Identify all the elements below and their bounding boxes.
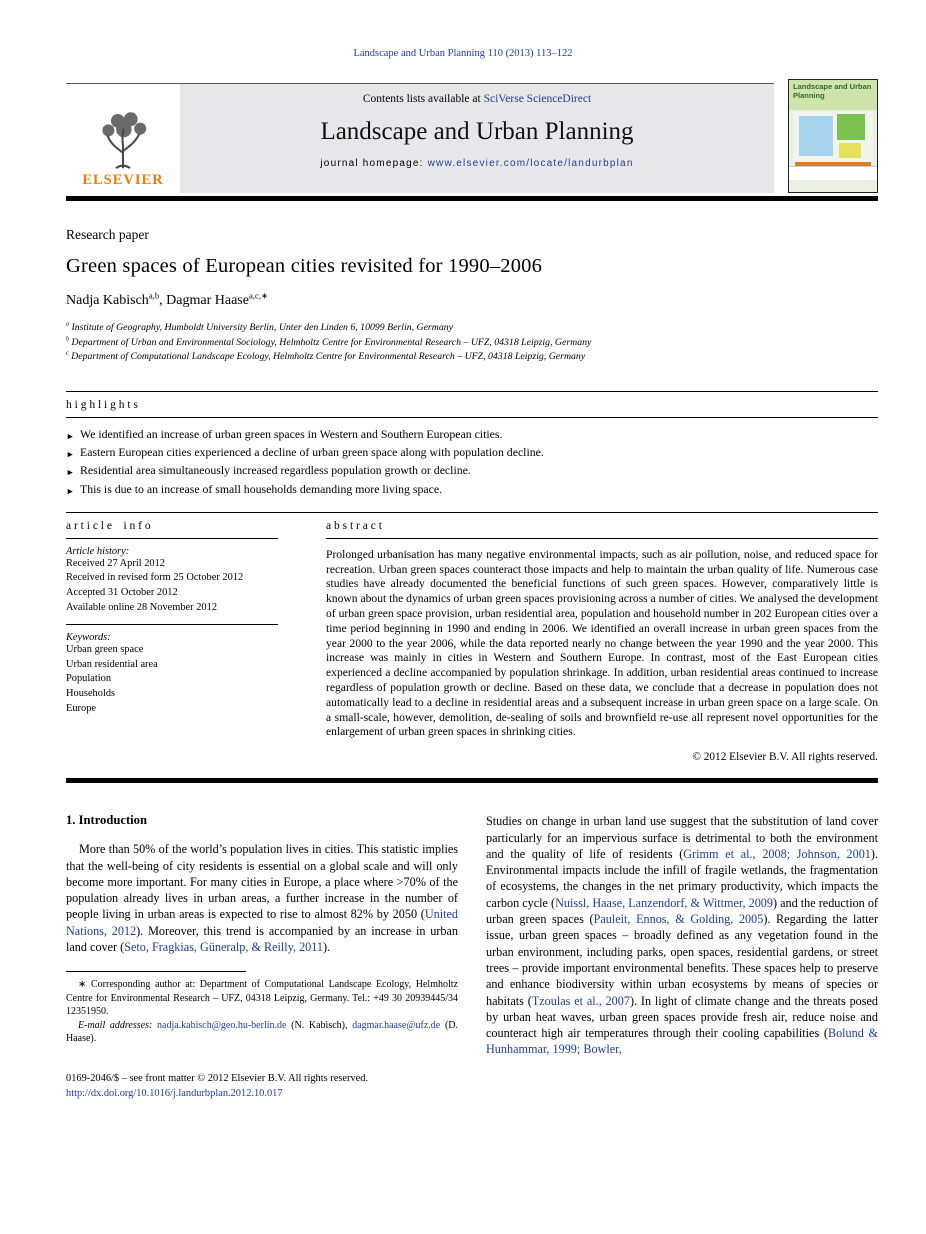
inline-link[interactable]: Bolund & Hunhammar, 1999; Bowler, [486, 1026, 878, 1057]
journal-title: Landscape and Urban Planning [320, 118, 634, 145]
article-history-label: Article history: [66, 545, 130, 557]
article-type-label: Research paper [66, 227, 149, 242]
contents-line [188, 93, 766, 105]
cover-title-panel [789, 80, 877, 110]
info-abstract-section [66, 513, 878, 763]
body-right-column [486, 813, 878, 1101]
journal-header-main [66, 83, 774, 193]
highlight-text: This is due to an increase of small households demanding more living space. [80, 481, 443, 496]
elsevier-tree-icon [95, 108, 151, 170]
cover-footer-strip [789, 166, 877, 180]
abstract-text: Prolonged urbanisation has many negative environmental impacts, such as air pollution, noise, and reduced space for recreation. Urban green spaces counteract those impacts and help to maintain the urban quality of life. Numerous case studies have already documented the beneficial functions of such green spaces. However, comparatively little is known about the dynamics of urban green spaces provisioning across a number of cities. We analysed the development of urban green space provision, urban residential area, population and household number in 202 European cities over a time period beginning in 1990 and ending in 2006. We identified an overall increase in urban green spaces from the year 2000 to the year 2006, while the data reported nearly no change between the year 1990 and the year 2000. This increase was mainly in cities in Western and Southern Europe. In contrast, most of the East European cities experienced a decline accompanied by population shrinkage. In addition, urban residential areas continued to increase regardless of population growth or decline. Based on these data, we conclude that a decrease in population does not automatically lead to a decline in residential areas and a subsequent increase in urban green space on a large scale. On a small-scale, however, demolition, de-sealing of soils and brownfield re-use all represent novel opportunities for the enlargement of urban green spaces in shrinking cities. [326, 547, 878, 739]
keyword-item: Households [66, 688, 116, 700]
history-item: Received 27 April 2012 [66, 557, 165, 569]
article-info-panel [66, 513, 278, 763]
highlight-text: Residential area simultaneously increased regardless population growth or decline. [80, 463, 471, 478]
keyword-item: Urban green space [66, 644, 144, 656]
keyword-item: Population [66, 673, 112, 685]
highlight-text: Eastern European cities experienced a decline of urban green space along with population decline. [80, 445, 544, 460]
highlights-list [66, 418, 878, 512]
elsevier-logo [66, 84, 180, 193]
article-footer [66, 1072, 458, 1102]
footnote-line: ∗ Corresponding author at: Department of Computational Landscape Ecology, Helmholtz Centre for Environmental Research – UFZ, 04318 Leipzig, Germany. Tel.: +49 30 20939445/34 12351950. [66, 979, 458, 1018]
journal-cover-thumbnail [788, 79, 878, 193]
keyword-item: Europe [66, 702, 97, 714]
inline-link[interactable]: Nuissl, Haase, Lanzendorf, & Wittmer, 2009 [555, 895, 773, 910]
sciverse-sciencedirect-link[interactable]: SciVerse ScienceDirect [483, 93, 592, 105]
inline-link[interactable]: Pauleit, Ennos, & Golding, 2005 [593, 912, 764, 927]
cover-art-orange-bar [795, 162, 871, 166]
inline-link[interactable]: Tzoulas et al., 2007 [531, 993, 630, 1008]
history-item: Accepted 31 October 2012 [66, 587, 178, 599]
abstract-divider-bar [66, 778, 878, 783]
inline-link[interactable]: Grimm et al., 2008; Johnson, 2001 [683, 846, 871, 861]
cover-art-block-green [837, 114, 865, 140]
keyword-item: Urban residential area [66, 658, 158, 670]
inline-link[interactable]: nadja.kabisch@geo.hu-berlin.de [157, 1019, 287, 1031]
body-paragraph: Studies on change in urban land use suggest that the substitution of land cover particularly for an impervious surface is detrimental to both the environment and the quality of life of residents (Grimm et al., 2008; Johnson, 2001). Environmental impacts include the infill of fragile wetlands, the fragmentation of ecosystems, the changes in the net primary productivity, which impacts the carbon cycle (Nuissl, Haase, Lanzendorf, & Wittmer, 2009) and the reduction of urban green spaces (Pauleit, Ennos, & Golding, 2005). Regarding the latter issue, urban green spaces – broadly defined as any vegetation found in the urban environment, including parks, open spaces, residential gardens, or street trees – provide important environmental benefits. These spaces help to preserve and enhance biodiversity within urban ecosystems by means of species or habitats (Tzoulas et al., 2007). In light of climate change and the threats posed by urban heat waves, urban green spaces provide fresh air, reduce noise and counteract high air temperatures through their cooling capabilities (Bolund & Hunhammar, 1999; Bowler, [486, 814, 879, 1057]
highlight-item [66, 481, 878, 499]
copyright-line: © 2012 Elsevier B.V. All rights reserved. [692, 751, 878, 764]
keywords-label: Keywords: [66, 632, 111, 644]
body-left-column [66, 813, 458, 1101]
article-body [66, 813, 878, 1101]
history-item: Received in revised form 25 October 2012 [66, 572, 244, 584]
section-heading-introduction: 1. Introduction [66, 813, 147, 828]
abstract-heading: a b s t r a c t [326, 519, 382, 532]
corresponding-author-footnote [66, 971, 458, 1046]
abstract-panel [326, 513, 878, 763]
elsevier-wordmark: ELSEVIER [82, 172, 164, 188]
journal-header [66, 83, 878, 193]
cover-art-block-yellow [839, 143, 861, 158]
affiliation-c: $^c$ Department of Computational Landscape Ecology, Helmholtz Centre for Environmental Research – UFZ, 04318 Leipzig, Germany [66, 351, 586, 363]
affiliation-b: $^b$ Department of Urban and Environmental Sociology, Helmholtz Centre for Environmental Research – UFZ, 04318 Leipzig, Germany [66, 336, 592, 348]
journal-citation-link[interactable]: Landscape and Urban Planning 110 (2013) 113–122 [353, 48, 573, 59]
history-item: Available online 28 November 2012 [66, 601, 218, 613]
highlight-item [66, 444, 878, 462]
inline-link[interactable]: dagmar.haase@ufz.de [352, 1019, 441, 1031]
inline-link[interactable]: Seto, Fragkias, Güneralp, & Reilly, 2011 [124, 940, 324, 955]
journal-banner [180, 84, 774, 193]
highlight-item [66, 426, 878, 444]
journal-homepage-link[interactable]: www.elsevier.com/locate/landurbplan [427, 158, 634, 169]
bullet-icon: ► [66, 431, 75, 442]
cover-art-block-blue [799, 116, 833, 156]
footnote-rule [66, 971, 246, 972]
issn-copyright-line: 0169-2046/$ – see front matter © 2012 Elsevier B.V. All rights reserved. [66, 1072, 369, 1084]
keywords-divider-rule [66, 624, 278, 625]
highlight-text: We identified an increase of urban green spaces in Western and Southern European cities. [80, 427, 503, 442]
homepage-prefix: journal homepage: [320, 158, 428, 169]
cover-art [793, 112, 873, 166]
bullet-icon: ► [66, 467, 75, 478]
article-info-heading-rule [66, 538, 278, 539]
article-info-heading: a r t i c l e i n f o [66, 519, 151, 532]
affiliations-block [66, 321, 878, 365]
header-divider-bar [66, 196, 878, 201]
homepage-line [188, 158, 766, 169]
bullet-icon: ► [66, 449, 75, 460]
author-line: Nadja Kabisch$^{a,b}$, Dagmar Haase$^{a,c,∗}$ [66, 290, 269, 308]
highlight-item [66, 462, 878, 480]
contents-prefix: Contents lists available at [362, 93, 484, 105]
bullet-icon: ► [66, 485, 75, 496]
intro-paragraph: More than 50% of the world’s population lives in cities. This statistic implies that the well-being of city residents is essential on a global scale and will only become more important. For many cities in Europe, a place where >70% of the population already lives in urban areas, a further increase in the number of people living in urban areas is expected to rise to almost 82% by 2050 (United Nations, 2012). Moreover, this trend is accompanied by an increase in urban land cover (Seto, Fragkias, Güneralp, & Reilly, 2011). [66, 842, 458, 955]
cover-title: Landscape and Urban Planning [793, 82, 872, 100]
affiliation-a: $^a$ Institute of Geography, Humboldt University Berlin, Unter den Linden 6, 10099 Berlin, Germany [66, 321, 453, 333]
article-title: Green spaces of European cities revisited for 1990–2006 [66, 255, 543, 277]
footnote-email-line: E-mail addresses: nadja.kabisch@geo.hu-berlin.de (N. Kabisch), dagmar.haase@ufz.de (D. Haase). [66, 1019, 458, 1045]
doi-link[interactable]: http://dx.doi.org/10.1016/j.landurbplan.2012.10.017 [66, 1087, 283, 1099]
inline-link[interactable]: United Nations, 2012 [66, 907, 458, 938]
highlights-heading: h i g h l i g h t s [66, 399, 138, 412]
abstract-heading-rule [326, 538, 878, 539]
